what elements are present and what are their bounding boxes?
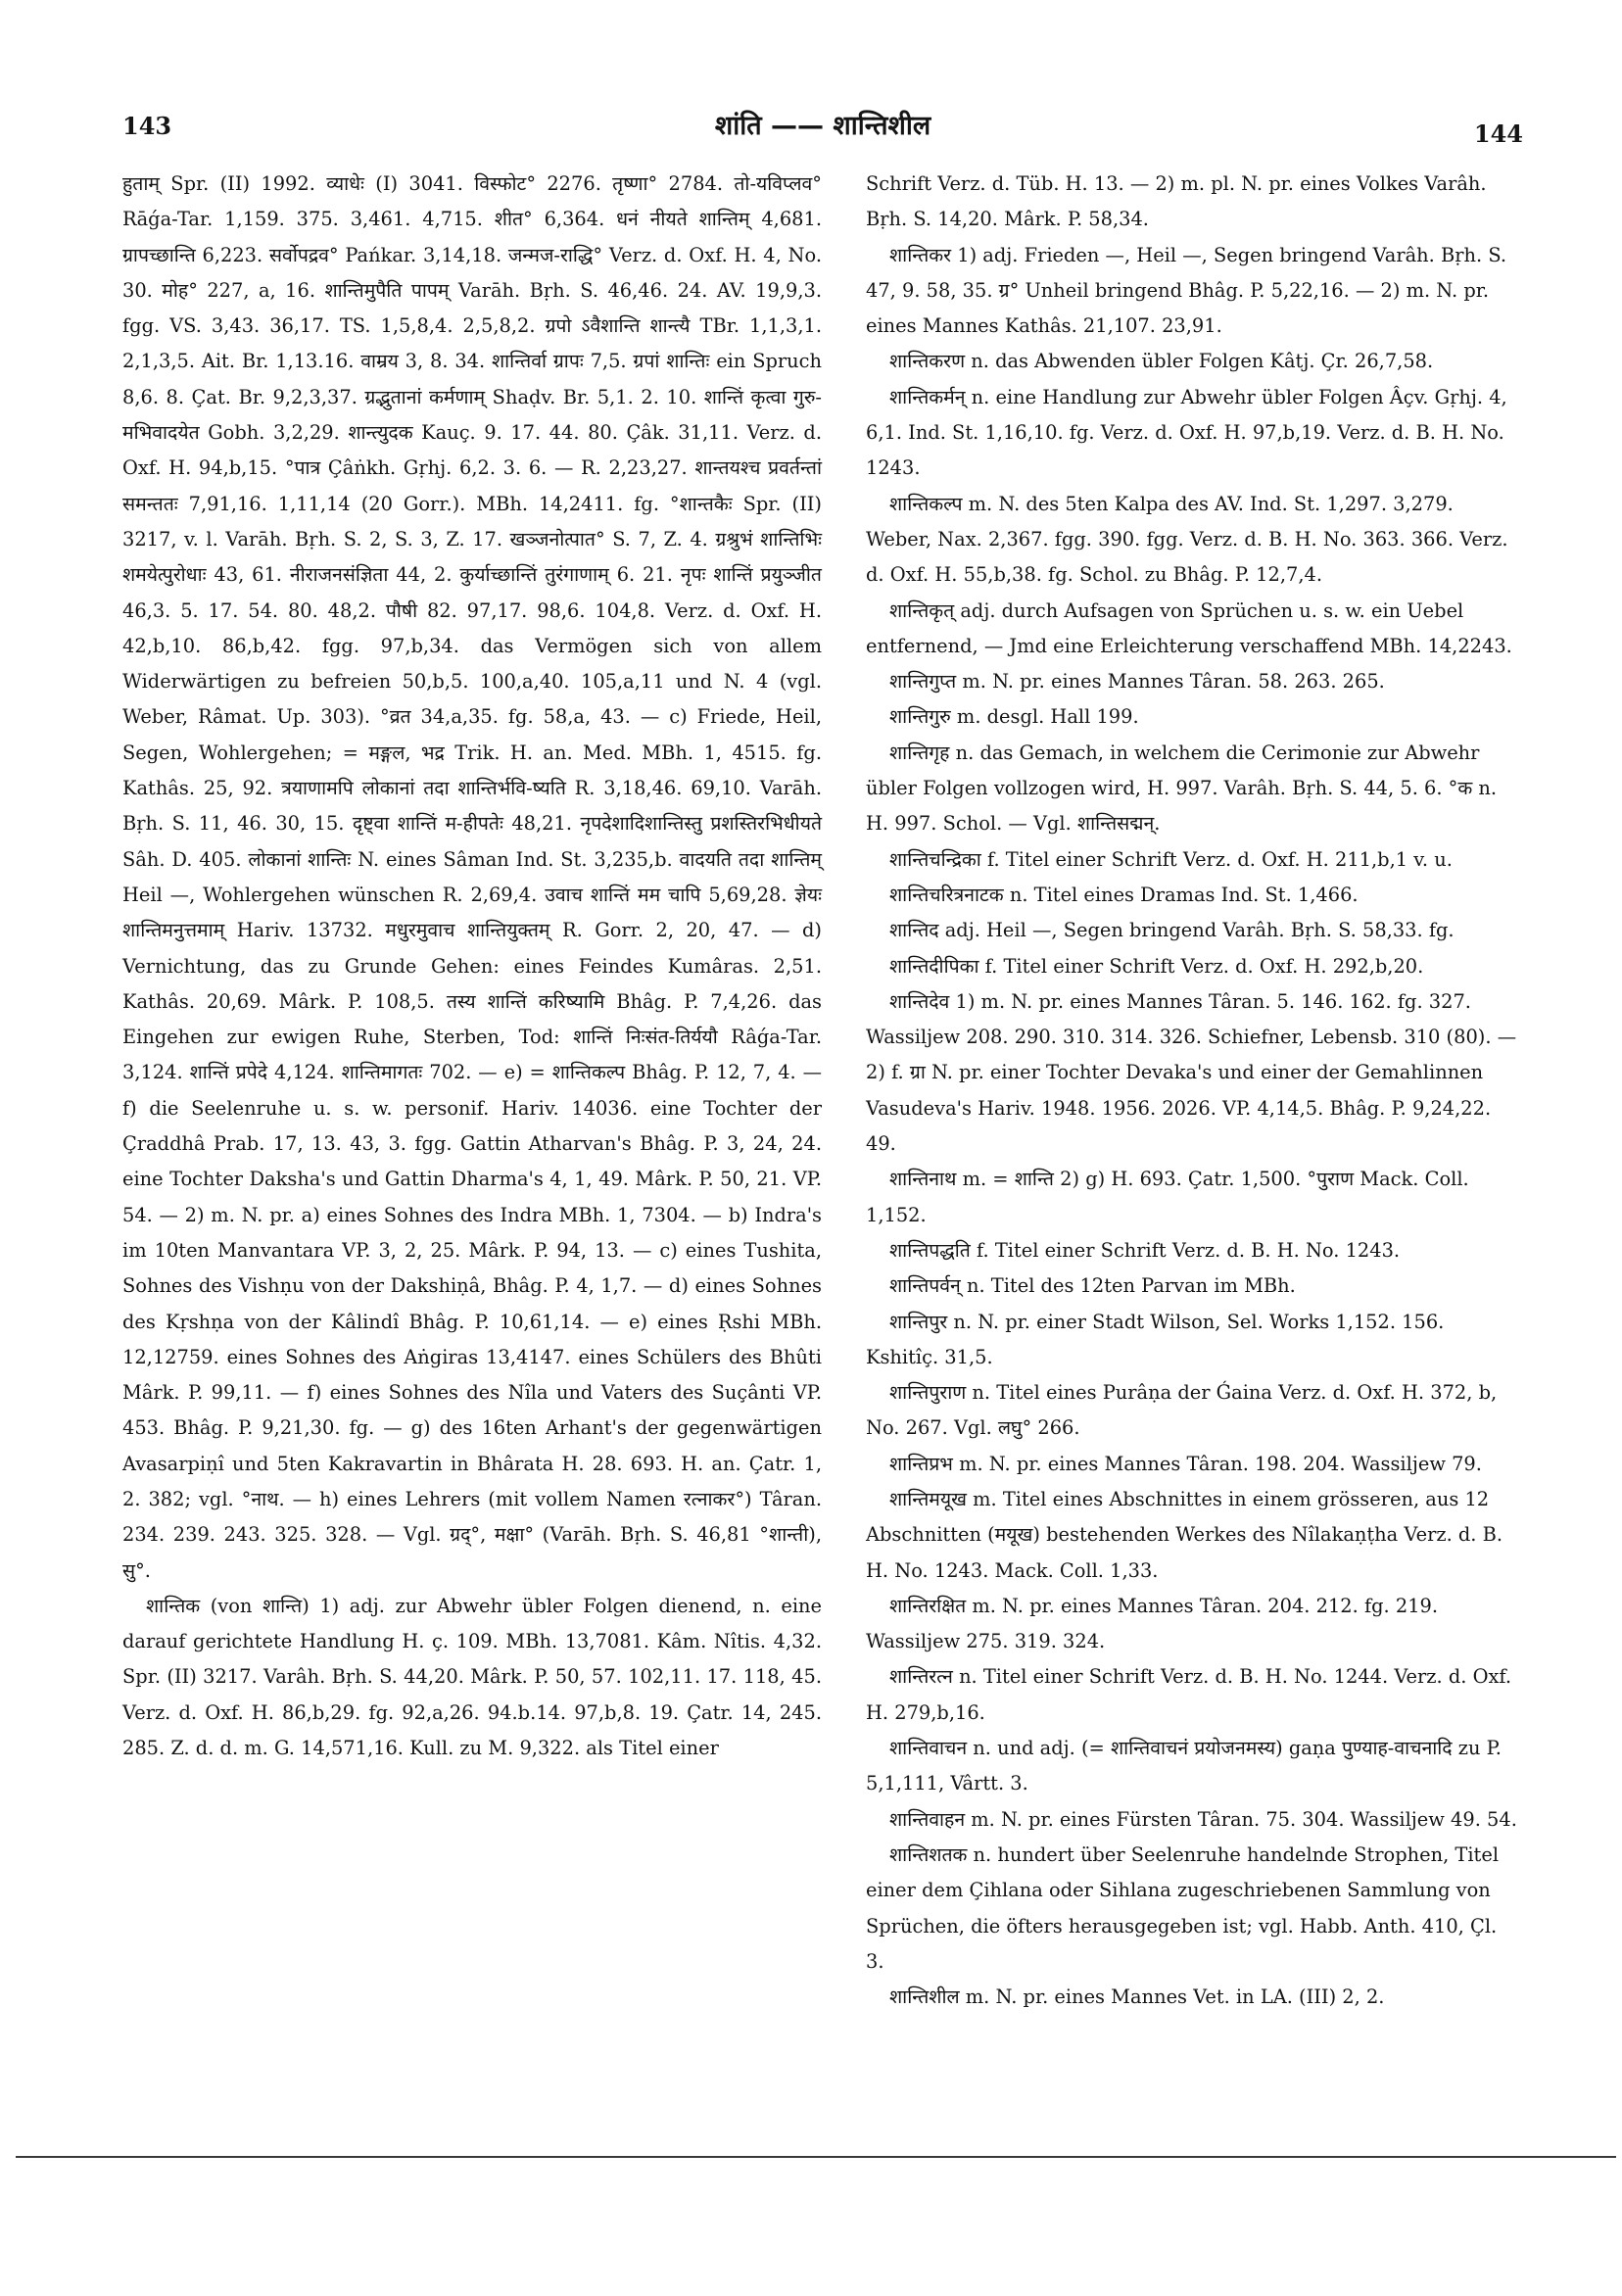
entry-shantipura: शान्तिपुर n. N. pr. einer Stadt Wilson, Sel. Works 1,152. 156. Kshitîç. 31,5. <box>866 1310 1445 1368</box>
entry-shantikalpa: शान्तिकल्प m. N. des 5ten Kalpa des AV. Ind. St. 1,297. 3,279. Weber, Nax. 2,367. fgg. 390. fgg. Verz. d. B. H. No. 363. 366. Verz. d. Oxf. H. 55,b,38. fg. Schol. zu Bhâg. P. 12,7,4. <box>866 492 1508 587</box>
entry-shantiparvan: शान्तिपर्वन् n. Titel des 12ten Parvan im MBh. <box>889 1274 1296 1298</box>
entry-shantishataka: शान्तिशतक n. hundert über Seelenruhe handelnde Strophen, Titel einer dem Çihlana oder Sihlana zugeschriebenen Sammlung von Sprüchen, die öfters herausgegeben ist; vgl. Habb. Anth. 410, Çl. 3. <box>866 1842 1500 1973</box>
entry-shantikara: शान्तिकर 1) adj. Frieden —, Heil —, Segen bringend Varâh. Bṛh. S. 47, 9. 58, 35. ग्र° Unheil bringend Bhâg. P. 5,22,16. — 2) m. N. pr. eines Mannes Kathâs. 21,107. 23,91. <box>866 243 1507 338</box>
entry-continuation-shantika: Schrift Verz. d. Tüb. H. 13. — 2) m. pl. N. pr. eines Volkes Varâh. Bṛh. S. 14,20. Mârk. P. 58,34. <box>866 172 1487 231</box>
entry-shantideva: शान्तिदेव 1) m. N. pr. eines Mannes Târan. 5. 146. 162. fg. 327. Wassiljew 208. 290. 310. 314. 326. Schiefner, Lebensb. 310 (80). — 2) f. ग्रा N. pr. einer Tochter Devaka's und einer der Gemahlinnen Vasudeva's Hariv. 1948. 1956. 2026. VP. 4,14,5. Bhâg. P. 9,24,22. 49. <box>866 989 1517 1156</box>
entry-shantivahana: शान्तिवाहन m. N. pr. eines Fürsten Târan. 75. 304. Wassiljew 49. 54. <box>889 1807 1517 1831</box>
entry-shantiprabha: शान्तिप्रभ m. N. pr. eines Mannes Târan. 198. 204. Wassiljew 79. <box>889 1452 1482 1475</box>
entry-shantimayukha: शान्तिमयूख m. Titel eines Abschnittes in einem grösseren, aus 12 Abschnitten (मयूख) bestehenden Werkes des Nîlakaṇṭha Verz. d. B. H. No. 1243. Mack. Coll. 1,33. <box>866 1487 1503 1582</box>
entry-shantida: शान्तिद adj. Heil —, Segen bringend Varâh. Bṛh. S. 58,33. fg. <box>889 919 1455 942</box>
entry-shantichandrika: शान्तिचन्द्रिका f. Titel einer Schrift Verz. d. Oxf. H. 211,b,1 v. u. <box>889 847 1453 871</box>
entry-shantikrit: शान्तिकृत् adj. durch Aufsagen von Sprüchen u. s. w. ein Uebel entfernend, — Jmd eine Erleichterung verschaffend MBh. 14,2243. <box>866 598 1512 657</box>
entry-shantikarana: शान्तिकरण n. das Abwenden übler Folgen Kâtj. Çr. 26,7,58. <box>889 350 1434 373</box>
entry-shantivachana: शान्तिवाचन n. und adj. (= शान्तिवाचनं प्रयोजनमस्य) gaṇa पुण्याह-वाचनादि zu P. 5,1,111, Vârtt. 3. <box>866 1737 1502 1795</box>
entry-shantiratna: शान्तिरत्न n. Titel einer Schrift Verz. d. B. H. No. 1244. Verz. d. Oxf. H. 279,b,16. <box>866 1665 1512 1724</box>
left-page-number: 143 <box>122 112 172 140</box>
entry-shantipaddhati: शान्तिपद्धति f. Titel einer Schrift Verz. d. B. H. No. 1243. <box>889 1238 1401 1262</box>
entry-shanticharitranataka: शान्तिचरित्रनाटक n. Titel eines Dramas Ind. St. 1,466. <box>889 883 1359 906</box>
right-column <box>866 167 1520 2015</box>
bottom-rule <box>16 2156 1616 2158</box>
left-column <box>122 167 822 1766</box>
entry-shantipurana: शान्तिपुराण n. Titel eines Purâṇa der Ǵaina Verz. d. Oxf. H. 372, b, No. 267. Vgl. लघु° 266. <box>866 1381 1498 1440</box>
entry-shantigriha: शान्तिगृह n. das Gemach, in welchem die Cerimonie zur Abwehr übler Folgen vollzogen wird, H. 997. Varâh. Bṛh. S. 44, 5. 6. °क n. H. 997. Schol. — Vgl. शान्तिसद्मन्. <box>866 741 1498 836</box>
entry-shantidipika: शान्तिदीपिका f. Titel einer Schrift Verz. d. Oxf. H. 292,b,20. <box>889 954 1424 978</box>
entry-continuation-shanti: हुताम् Spr. (II) 1992. व्याधेः (I) 3041. विस्फोट° 2276. तृष्णा° 2784. तो-यविप्लव° Rāǵa-Tar. 1,159. 375. 3,461. 4,715. शीत° 6,364. धनं नीयते शान्तिम् 4,681. ग्रापच्छान्ति 6,223. सर्वोपद्रव° Pańkar. 3,14,18. जन्मज-राद्धि° Verz. d. Oxf. H. 4, No. 30. मोह° 227, a, 16. शान्तिमुपैति पापम् Varāh. Bṛh. S. 46,46. 24. AV. 19,9,3. fgg. VS. 3,43. 36,17. TS. 1,5,8,4. 2,5,8,2. ग्रपो ऽवैशान्ति शान्त्यै TBr. 1,1,3,1. 2,1,3,5. Ait. Br. 1,13.16. वाम्रय 3, 8. 34. शान्तिर्वा ग्रापः 7,5. ग्रपां शान्तिः ein Spruch 8,6. 8. Çat. Br. 9,2,3,37. ग्रद्भुतानां कर्मणाम् Shaḍv. Br. 5,1. 2. 10. शान्तिं कृत्वा गुरु-मभिवादयेत Gobh. 3,2,29. शान्त्युदक Kauç. 9. 17. 44. 80. Çâk. 31,11. Verz. d. Oxf. H. 94,b,15. °पात्र Çâṅkh. Gṛhj. 6,2. 3. 6. — R. 2,23,27. शान्तयश्च प्रवर्तन्तां समन्ततः 7,91,16. 1,11,14 (20 Gorr.). MBh. 14,2411. fg. °शान्तकैः Spr. (II) 3217, v. l. Varāh. Bṛh. S. 2, S. 3, Z. 17. खञ्जनोत्पात° S. 7, Z. 4. ग्रश्रुभं शान्तिभिः शमयेत्पुरोधाः 43, 61. नीराजनसंज्ञिता 44, 2. कुर्याच्छान्तिं तुरंगाणाम् 6. 21. नृपः शान्तिं प्रयुञ्जीत 46,3. 5. 17. 54. 80. 48,2. पौषी 82. 97,17. 98,6. 104,8. Verz. d. Oxf. H. 42,b,10. 86,b,42. fgg. 97,b,34. das Vermögen sich von allem Widerwärtigen zu befreien 50,b,5. 100,a,40. 105,a,11 und N. 4 (vgl. Weber, Râmat. Up. 303). °व्रत 34,a,35. fg. 58,a, 43. — c) Friede, Heil, Segen, Wohlergehen; = मङ्गल, भद्र Trik. H. an. Med. MBh. 1, 4515. fg. Kathâs. 25, 92. त्रयाणामपि लोकानां तदा शान्तिर्भवि-ष्यति R. 3,18,46. 69,10. Varāh. Bṛh. S. 11, 46. 30, 15. दृष्ट्वा शान्तिं म-हीपतेः 48,21. नृपदेशादिशान्तिस्तु प्रशस्तिरभिधीयते Sâh. D. 405. लोकानां शान्तिः N. eines Sâman Ind. St. 3,235,b. वादयति तदा शान्तिम् Heil —, Wohlergehen wünschen R. 2,69,4. उवाच शान्तिं मम चापि 5,69,28. ज्ञेयः शान्तिमनुत्तमाम् Hariv. 13732. मधुरमुवाच शान्तियुक्तम् R. Gorr. 2, 20, 47. — d) Vernichtung, das zu Grunde Gehen: eines Feindes Kumâras. 2,51. Kathâs. 20,69. Mârk. P. 108,5. तस्य शान्तिं करिष्यामि Bhâg. P. 7,4,26. das Eingehen zur ewigen Ruhe, Sterben, Tod: शान्तिं निःसंत-तिर्ययौ Râǵa-Tar. 3,124. शान्तिं प्रपेदे 4,124. शान्तिमागतः 702. — e) = शान्तिकल्प Bhâg. P. 12, 7, 4. — f) die Seelenruhe u. s. w. personif. Hariv. 14036. eine Tochter der Çraddhâ Prab. 17, 13. 43, 3. fgg. Gattin Atharvan's Bhâg. P. 3, 24, 24. eine Tochter Daksha's und Gattin Dharma's 4, 1, 49. Mârk. P. 50, 21. VP. 54. — 2) m. N. pr. a) eines Sohnes des Indra MBh. 1, 7304. — b) Indra's im 10ten Manvantara VP. 3, 2, 25. Mârk. P. 94, 13. — c) eines Tushita, Sohnes des Vishṇu von der Dakshiṇâ, Bhâg. P. 4, 1,7. — d) eines Sohnes des Kṛshṇa von der Kâlindî Bhâg. P. 10,61,14. — e) eines Ṛshi MBh. 12,12759. eines Sohnes des Aṅgiras 13,4147. eines Schülers des Bhûti Mârk. P. 99,11. — f) eines Sohnes des Nîla und Vaters des Suçânti VP. 453. Bhâg. P. 9,21,30. fg. — g) des 16ten Arhant's der gegenwärtigen Avasarpiṇî und 5ten Kakravartin in Bhârata H. 28. 693. H. an. Çatr. 1, 2. 382; vgl. °नाथ. — h) eines Lehrers (mit vollem Namen रत्नाकर°) Târan. 234. 239. 243. 325. 328. — Vgl. ग्रद्°, मक्षा° (Varāh. Bṛh. S. 46,81 °शान्ती), सु°. <box>122 172 822 1582</box>
page-header <box>122 106 1523 155</box>
headword-range: शांति —— शान्तिशील <box>714 111 931 141</box>
entry-shantigupta: शान्तिगुप्त m. N. pr. eines Mannes Târan. 58. 263. 265. <box>889 670 1385 694</box>
entry-shantika: शान्तिक (von शान्ति) 1) adj. zur Abwehr übler Folgen dienend, n. eine darauf gerichtete Handlung H. ç. 109. MBh. 13,7081. Kâm. Nîtis. 4,32. Spr. (II) 3217. Varâh. Bṛh. S. 44,20. Mârk. P. 50, 57. 102,11. 17. 118, 45. Verz. d. Oxf. H. 86,b,29. fg. 92,a,26. 94.b.14. 97,b,8. 19. Çatr. 14, 245. 285. Z. d. d. m. G. 14,571,16. Kull. zu M. 9,322. als Titel einer <box>122 1594 822 1760</box>
entry-shantikarman: शान्तिकर्मन् n. eine Handlung zur Abwehr übler Folgen Âçv. Gṛhj. 4, 6,1. Ind. St. 1,16,10. fg. Verz. d. Oxf. H. 97,b,19. Verz. d. B. H. No. 1243. <box>866 385 1507 480</box>
entry-shantinatha: शान्तिनाथ m. = शान्ति 2) g) H. 693. Çatr. 1,500. °पुराण Mack. Coll. 1,152. <box>866 1168 1469 1226</box>
entry-shantiguru: शान्तिगुरु m. desgl. Hall 199. <box>889 705 1139 729</box>
entry-shantirakshita: शान्तिरक्षित m. N. pr. eines Mannes Târan. 204. 212. fg. 219. Wassiljew 275. 319. 324. <box>866 1594 1439 1653</box>
entry-shantishila: शान्तिशील m. N. pr. eines Mannes Vet. in LA. (III) 2, 2. <box>889 1985 1385 2009</box>
right-page-number: 144 <box>1473 120 1523 148</box>
